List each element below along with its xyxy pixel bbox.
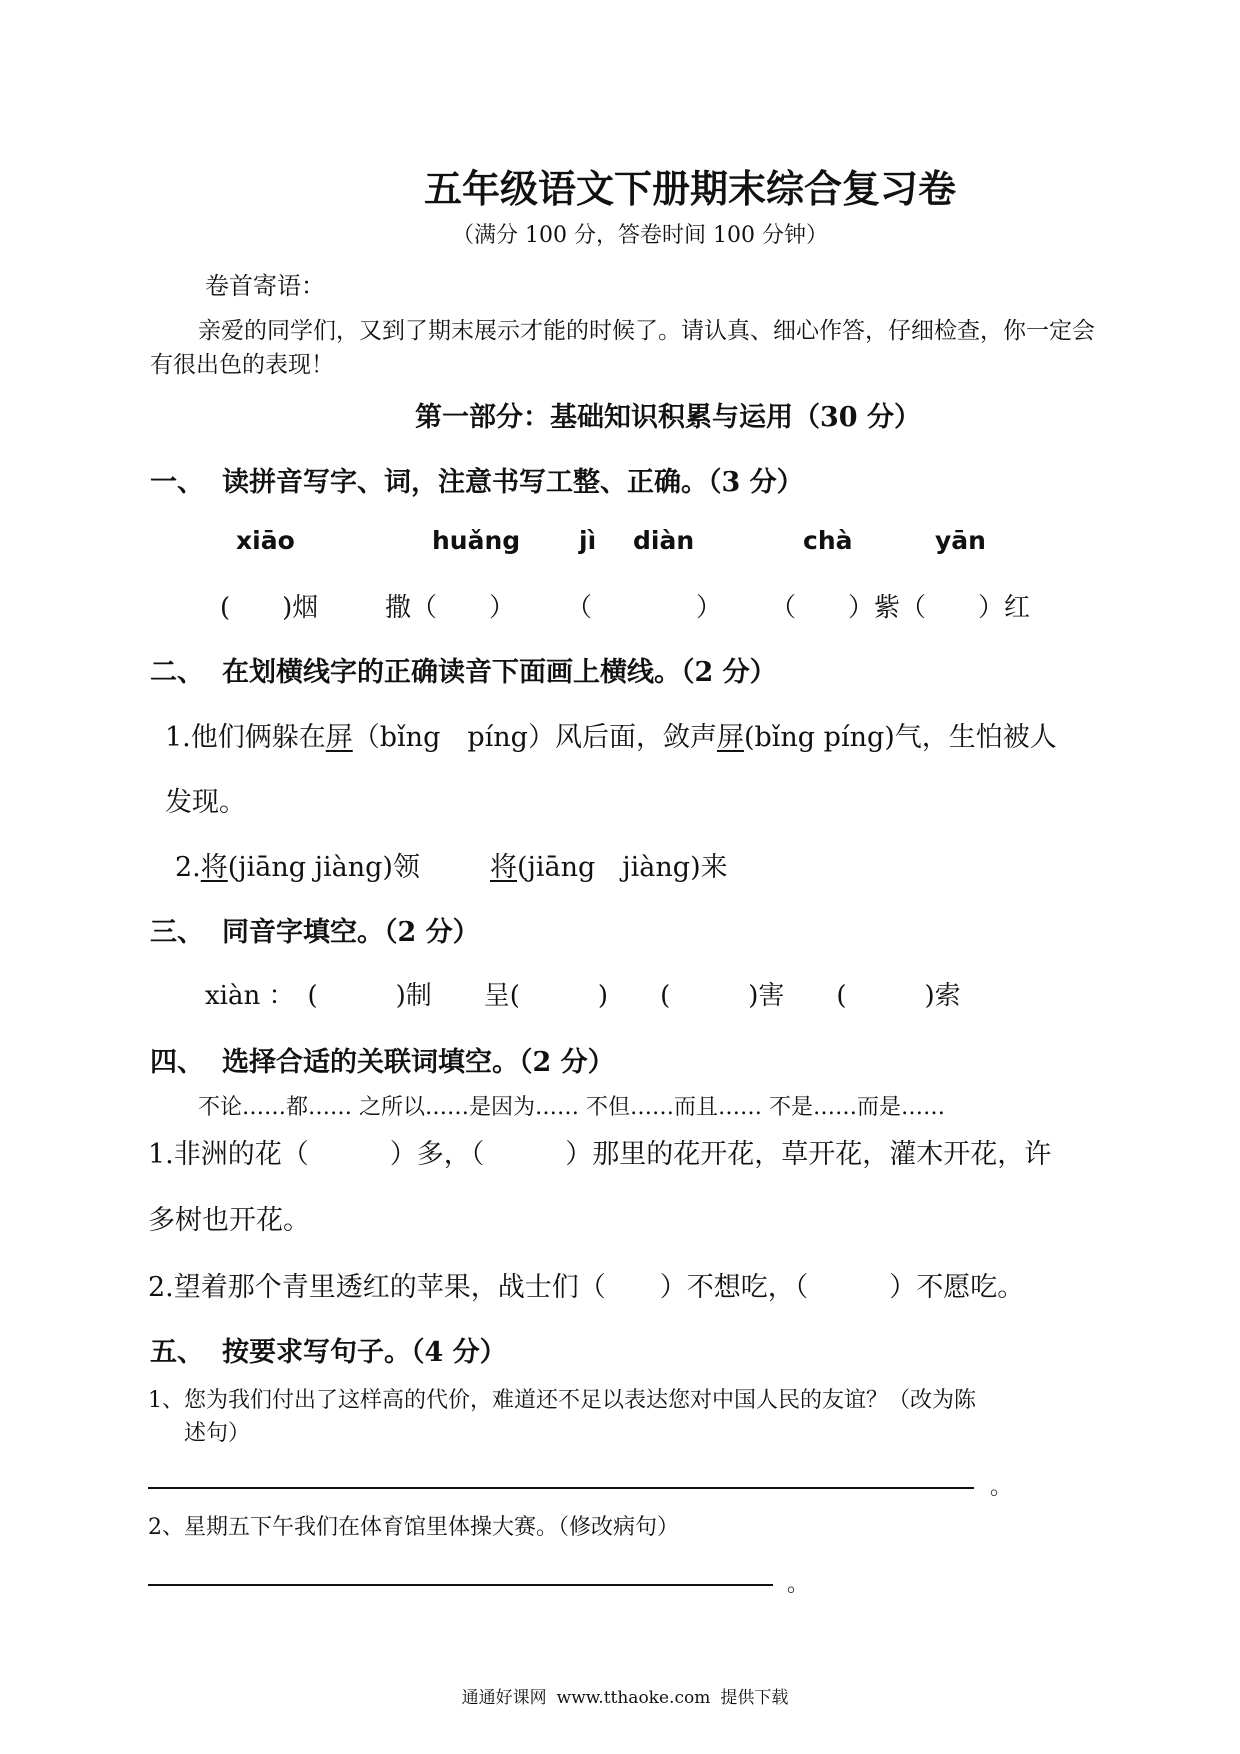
q4-title: 选择合适的关联词填空。（2 分） (222, 1047, 615, 1078)
page-title: 五年级语文下册期末综合复习卷 (423, 166, 956, 211)
q4-sentence-1: 1.非洲的花（ ）多，（ ）那里的花开花，草开花，灌木开花，许 (148, 1139, 1052, 1170)
q2-title: 在划横线字的正确读音下面画上横线。（2 分） (222, 657, 777, 688)
q5-sentence-1-cont: 述句） (184, 1421, 251, 1446)
q1-pinyin-5: chà (803, 526, 853, 555)
q5-answer-line-2[interactable] (148, 1584, 773, 1586)
q3-number: 三、 (150, 917, 204, 948)
q5-period-1: 。 (990, 1475, 1013, 1500)
q3-line: xiàn ： ( )制 呈( ) ( )害 ( )索 (205, 981, 961, 1011)
q2-sentence-1-cont: 发现。 (165, 787, 246, 818)
footer (0, 1683, 1240, 1708)
q1-blank-4: （ ）紫（ ）红 (770, 593, 1031, 623)
q1-number: 一、 (150, 467, 204, 498)
part1-title: 第一部分：基础知识积累与运用（30 分） (415, 402, 921, 433)
q5-period-2: 。 (787, 1572, 810, 1597)
preface-label: 卷首寄语： (205, 272, 325, 300)
q2-sentence-1: 1.他们俩躲在屏（bǐng píng）风后面，敛声屏(bǐng píng)气，生怕被人 (165, 722, 1057, 753)
q3-title: 同音字填空。（2 分） (222, 917, 480, 948)
q5-sentence-1: 1、您为我们付出了这样高的代价，难道还不足以表达您对中国人民的友谊？（改为陈 (148, 1388, 976, 1413)
q1-pinyin-2: huǎng (432, 526, 521, 555)
preface-text: 亲爱的同学们，又到了期末展示才能的时候了。请认真、细心作答，仔细检查，你一定会有很出色的表现！ (150, 318, 1095, 378)
q4-sentence-2: 2.望着那个青里透红的苹果，战士们（ ）不想吃，（ ）不愿吃。 (148, 1272, 1025, 1303)
q5-number: 五、 (150, 1337, 204, 1368)
q1-blank-1: ( )烟 (220, 593, 319, 623)
q5-sentence-2: 2、星期五下午我们在体育馆里体操大赛。（修改病句） (148, 1515, 679, 1540)
q1-pinyin-1: xiāo (236, 526, 295, 555)
q5-title: 按要求写句子。（4 分） (222, 1337, 507, 1368)
q5-answer-line-1[interactable] (148, 1487, 974, 1489)
q1-pinyin-4: diàn (633, 526, 695, 555)
footer-note: 提供下载 (720, 1688, 789, 1708)
q1-pinyin-6: yān (935, 526, 986, 555)
q1-pinyin-3: jì (579, 526, 597, 555)
q4-options: 不论……都…… 之所以……是因为…… 不但……而且…… 不是……而是…… (198, 1095, 945, 1120)
page-subtitle: （满分 100 分，答卷时间 100 分钟） (452, 223, 828, 248)
q4-sentence-1-cont: 多树也开花。 (148, 1205, 310, 1236)
q2-sentence-2: 2.将(jiāng jiàng)领 将(jiāng jiàng)来 (175, 852, 728, 883)
q1-blank-2: 撒（ ） (385, 593, 516, 623)
footer-url[interactable]: www.tthaoke.com (556, 1688, 711, 1708)
q4-number: 四、 (150, 1047, 204, 1078)
q1-blank-3: （ ） (566, 593, 723, 623)
q1-title: 读拼音写字、词，注意书写工整、正确。（3 分） (222, 467, 804, 498)
footer-site: 通通好课网 (461, 1688, 547, 1708)
q2-number: 二、 (150, 657, 204, 688)
